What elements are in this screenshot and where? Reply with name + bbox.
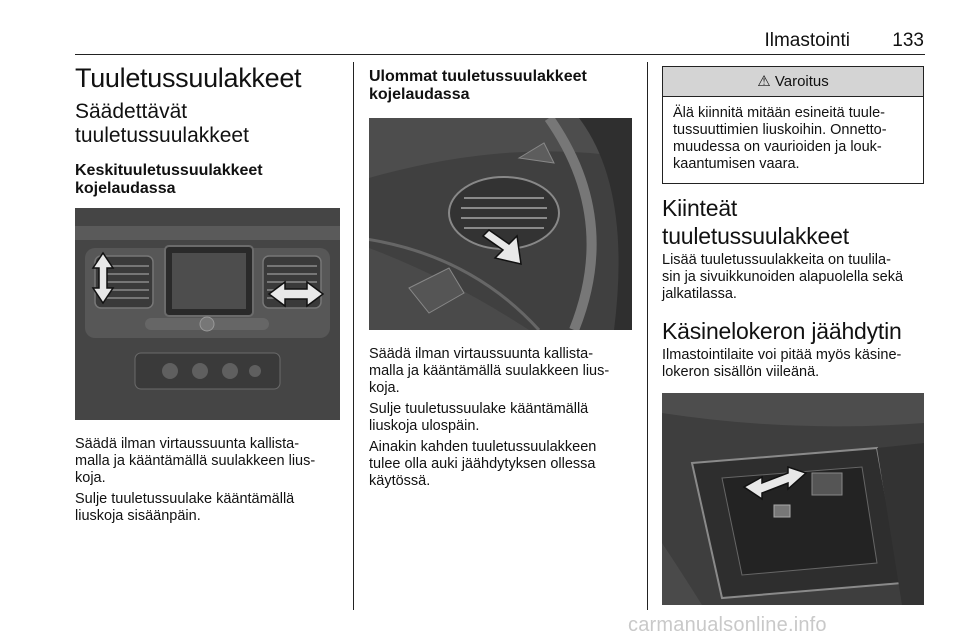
warning-box bbox=[662, 66, 924, 184]
glovebox-drawing bbox=[662, 393, 924, 605]
outer-vent-illustration bbox=[369, 118, 632, 330]
running-header-title: Ilmastointi bbox=[764, 30, 850, 51]
paragraph-cooling-note: Ainakin kahden tuuletussuulakkeen tulee olla auki jäähdytyksen ollessa käytössä. bbox=[369, 439, 597, 489]
column-right bbox=[662, 62, 924, 605]
column-middle bbox=[369, 62, 632, 490]
column-divider-2 bbox=[647, 62, 648, 610]
heading-outer-vents: Ulommat tuuletussuulakkeet kojelaudassa bbox=[369, 68, 587, 103]
heading-glovebox-cooler: Käsinelokeron jäähdytin bbox=[662, 318, 902, 344]
paragraph-adjust-center: Säädä ilman virtaussuunta kallista- malla ja kääntämällä suulakkeen lius- koja. bbox=[75, 436, 316, 486]
warning-triangle-icon: ⚠ bbox=[757, 73, 771, 90]
paragraph-adjust-outer: Säädä ilman virtaussuunta kallista- malla ja kääntämällä suulakkeen lius- koja. bbox=[369, 346, 610, 396]
header-rule bbox=[75, 54, 925, 55]
chapter-title: Tuuletussuulakkeet bbox=[75, 63, 302, 93]
cooling-vent-icon bbox=[774, 505, 790, 517]
page-number: 133 bbox=[892, 30, 924, 51]
warning-text: Älä kiinnitä mitään esineitä tuule- tussuuttimien liuskoihin. Onnetto- muudessa on vaurioiden ja louk- kaantumisen vaara. bbox=[673, 105, 887, 172]
center-vents-drawing bbox=[75, 208, 340, 420]
column-left bbox=[75, 62, 341, 525]
center-vents-illustration bbox=[75, 208, 340, 420]
subtitle-adjustable-vents: Säädettävät tuuletussuulakkeet bbox=[75, 100, 249, 147]
watermark: carmanualsonline.info bbox=[628, 614, 827, 636]
paragraph-close-outer: Sulje tuuletussuulake kääntämällä liuskoja ulospäin. bbox=[369, 401, 589, 434]
paragraph-fixed-vents: Lisää tuuletussuulakkeita on tuulila- sin ja sivuikkunoiden alapuolella sekä jalkatilassa. bbox=[662, 252, 904, 302]
heading-fixed-vents: Kiinteät tuuletussuulakkeet bbox=[662, 195, 849, 249]
outer-vent-drawing bbox=[369, 118, 632, 330]
glovebox-illustration bbox=[662, 393, 924, 605]
warning-title: Varoitus bbox=[774, 73, 829, 90]
paragraph-glovebox-cooler: Ilmastointilaite voi pitää myös käsine- lokeron sisällön viileänä. bbox=[662, 347, 902, 380]
warning-header bbox=[663, 67, 923, 97]
heading-center-vents: Keskituuletussuulakkeet kojelaudassa bbox=[75, 162, 263, 197]
column-divider-1 bbox=[353, 62, 354, 610]
paragraph-close-center: Sulje tuuletussuulake kääntämällä liuskoja sisäänpäin. bbox=[75, 491, 295, 524]
